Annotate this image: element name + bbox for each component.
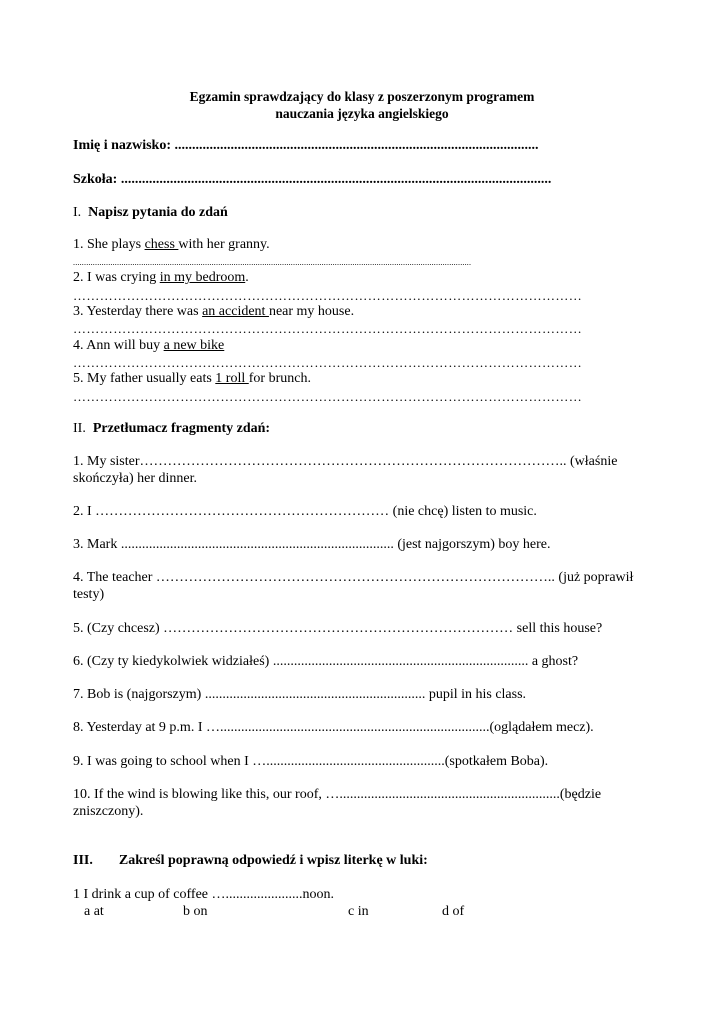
section1-item-3 bbox=[73, 303, 648, 321]
name-label: Imię i nazwisko: bbox=[73, 138, 171, 153]
item-text: 1. She plays bbox=[73, 237, 145, 252]
section3-number: III. bbox=[73, 853, 93, 868]
item-text: 3. Yesterday there was bbox=[73, 304, 203, 319]
exam-title-line2: nauczania języka angielskiego bbox=[275, 106, 449, 121]
item-text: 4. Ann will buy bbox=[73, 338, 164, 353]
section3-title: Zakreśl poprawną odpowiedź i wpisz literkę w luki: bbox=[118, 853, 428, 868]
section2-number: II. bbox=[73, 421, 86, 436]
answer-line-4[interactable]: …………………………………………………………………………………………………… bbox=[73, 356, 583, 370]
option-b[interactable]: b on bbox=[183, 904, 208, 919]
item-underlined: 1 roll bbox=[215, 371, 249, 386]
section2-item-10[interactable]: 10. If the wind is blowing like this, our roof, …...............................................................(będzie bbox=[73, 787, 602, 802]
section1-item-5 bbox=[73, 370, 648, 388]
section2-item-4-cont: testy) bbox=[73, 587, 105, 602]
answer-line-2[interactable]: …………………………………………………………………………………………………… bbox=[73, 289, 583, 303]
section2-item-1[interactable]: 1. My sister……………………………………………………………………………….. (właśnie bbox=[73, 454, 618, 469]
section2-item-6[interactable]: 6. (Czy ty kiedykolwiek widziałeś) ......................................................................... a ghost? bbox=[73, 654, 579, 669]
name-dots: ........................................................................................................ bbox=[174, 138, 539, 153]
name-field[interactable] bbox=[73, 137, 648, 155]
answer-line-3[interactable]: …………………………………………………………………………………………………… bbox=[73, 322, 583, 336]
answer-line-5[interactable]: …………………………………………………………………………………………………… bbox=[73, 390, 583, 404]
item-text: with her granny. bbox=[178, 237, 270, 252]
section1-title: Napisz pytania do zdań bbox=[88, 205, 228, 220]
item-text: . bbox=[245, 270, 249, 285]
section2-item-1-cont: skończyła) her dinner. bbox=[73, 471, 198, 486]
section1-heading bbox=[73, 204, 648, 222]
item-underlined: in my bedroom bbox=[159, 270, 246, 285]
section2-item-4[interactable]: 4. The teacher ………………………………………………………………………….. (już poprawił bbox=[73, 570, 634, 585]
section2-item-7[interactable]: 7. Bob is (najgorszym) ............................................................... pupil in his class. bbox=[73, 687, 527, 702]
section3-question-1: 1 I drink a cup of coffee …......................noon. bbox=[73, 887, 335, 902]
school-label: Szkoła: bbox=[73, 172, 118, 187]
section1-item-1 bbox=[73, 236, 648, 254]
school-field[interactable] bbox=[73, 171, 648, 189]
option-d[interactable]: d of bbox=[442, 904, 465, 919]
item-text: 5. My father usually eats bbox=[73, 371, 216, 386]
section2-item-9[interactable]: 9. I was going to school when I …...................................................(spotkałem Boba). bbox=[73, 754, 549, 769]
section1-item-2 bbox=[73, 269, 648, 287]
item-text: 2. I was crying bbox=[73, 270, 160, 285]
item-underlined: chess bbox=[144, 237, 179, 252]
section2-item-10-cont: zniszczony). bbox=[73, 804, 144, 819]
school-dots: ........................................................................................................................... bbox=[120, 172, 552, 187]
option-a[interactable]: a at bbox=[84, 904, 104, 919]
item-text: near my house. bbox=[268, 304, 355, 319]
item-underlined: a new bike bbox=[163, 338, 225, 353]
answer-line-1[interactable]: ..................................................................................................................................................................................... bbox=[73, 258, 472, 267]
section1-item-4 bbox=[73, 337, 648, 355]
exam-title-line1: Egzamin sprawdzający do klasy z poszerzonym programem bbox=[189, 89, 535, 104]
section2-title: Przetłumacz fragmenty zdań: bbox=[92, 421, 271, 436]
section1-number: I. bbox=[73, 205, 82, 220]
item-underlined: an accident bbox=[202, 304, 269, 319]
section3-heading bbox=[73, 852, 648, 870]
item-text: for brunch. bbox=[248, 371, 311, 386]
option-c[interactable]: c in bbox=[348, 904, 369, 919]
section2-item-3[interactable]: 3. Mark .............................................................................. (jest najgorszym) boy here. bbox=[73, 537, 551, 552]
section2-item-8[interactable]: 8. Yesterday at 9 p.m. I ….............................................................................(oglądałem mecz). bbox=[73, 720, 594, 735]
section2-item-2[interactable]: 2. I ……………………………………………………… (nie chcę) listen to music. bbox=[73, 504, 537, 519]
section2-item-5[interactable]: 5. (Czy chcesz) ………………………………………………………………… sell this house? bbox=[73, 621, 603, 636]
section2-heading bbox=[73, 420, 648, 438]
